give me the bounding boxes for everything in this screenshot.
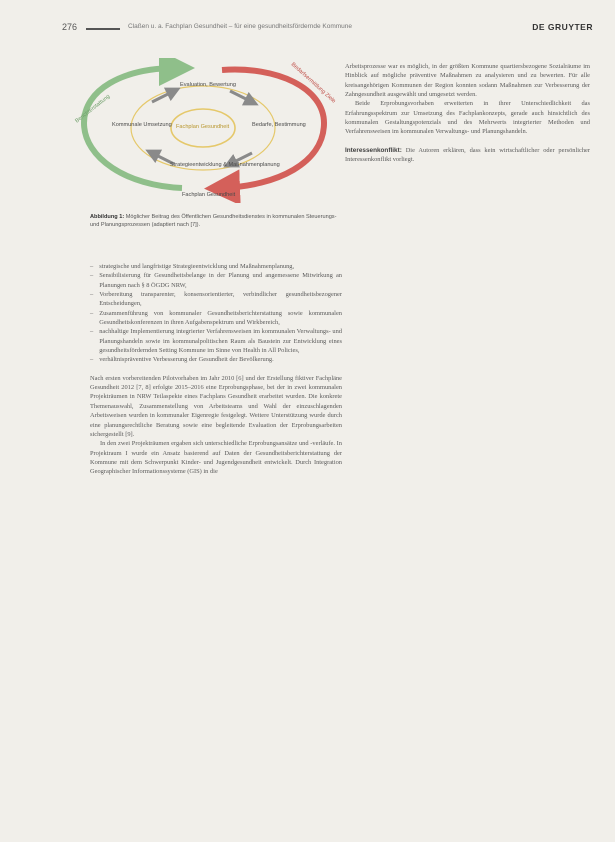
label-below: Fachplan Gesundheit (182, 192, 236, 198)
conflict-of-interest (345, 146, 590, 165)
label-arc-right: Bedarfsermittlung Ziele (289, 61, 337, 105)
caption-label: Abbildung 1: (90, 214, 125, 220)
bullet-item (90, 309, 342, 328)
bullet-dash: – (90, 291, 94, 299)
conflict-heading: Interessenkonflikt: (345, 146, 402, 154)
bullet-text: Sensibilisierung für Gesundheitsbelange in der Planung und angemessene Mitwirkung an Planungen nach § 8 ÖGDG NRW, (99, 272, 342, 289)
running-title: Claßen u. a. Fachplan Gesundheit – für eine gesundheitsfördernde Kommune (128, 23, 353, 30)
body-paragraph: In den zwei Projekträumen ergaben sich unterschiedliche Erprobungsansätze und -verläufe. In Projektraum I wurde ein Ansatz basierend auf Daten der Gesundheitsberichterstattung der Kommune mit dem Schwerpunkt Kinder- und Jugendgesundheit entwickelt. Durch Integration Geographischer Informationssysteme (GIS) in die (90, 440, 342, 476)
bullet-text: Zusammenführung von kommunaler Gesundheitsberichterstattung sowie kommunalen Gesundheitskonferenzen in ihren Aufgabenspektrum und Wirkbereich, (99, 309, 342, 327)
caption-text: Möglicher Beitrag des Öffentlichen Gesundheitsdienstes in kommunalen Steuerungs- und Planungsprozessen (adaptiert nach [7]). (90, 214, 337, 228)
label-bedarfe: Bedarfe, Bestimmung (252, 122, 306, 128)
bullet-item (90, 327, 342, 355)
bullet-text: verhältnispräventive Verbesserung der Gesundheit der Bevölkerung. (99, 356, 274, 364)
label-umsetzung: Kommunale Umsetzung (112, 122, 172, 128)
bullet-item (90, 355, 342, 364)
bullet-item (90, 262, 342, 271)
paragraph-gap (90, 365, 342, 374)
label-center: Fachplan Gesundheit (176, 124, 230, 130)
label-arc-left: Berichterstattung (74, 93, 112, 125)
label-evaluation: Evaluation, Bewertung (180, 82, 236, 88)
bullet-text: strategische und langfristige Strategieentwicklung und Maßnahmenplanung, (99, 263, 295, 270)
bullet-dash: – (90, 263, 94, 270)
publisher-name: DE GRUYTER (532, 22, 593, 32)
bullet-item (90, 271, 342, 290)
left-column (90, 262, 342, 477)
bullet-dash: – (90, 309, 94, 317)
bullet-item (90, 290, 342, 309)
body-paragraph: Nach ersten vorbereitenden Pilotvorhaben im Jahr 2010 [6] und der Erstellung fiktiver Fachpläne Gesundheit 2012 [7, 8] erfolgte 2015–2016 eine Erprobungsphase, bei der in zwei kommunalen Projekträumen in NRW Teilaspekte eines Fachplans Gesundheit erarbeitet wurden. Die konkrete Themenauswahl, Zusammenstellung von Arbeitsteams und Wahl der einzuschlagenden Arbeitsweisen wurden in kommunaler Eigenregie festgelegt. Weitere Unterstützung wurde durch eine planungsrechtliche Beratung sowie eine begleitende Evaluation der Erprobungsarbeiten sichergestellt [9]. (90, 374, 342, 438)
page-number: 276 (62, 22, 78, 32)
running-header (62, 22, 593, 38)
right-column (345, 62, 590, 164)
header-rule (86, 28, 120, 30)
bullet-dash: – (90, 272, 94, 280)
bullet-dash: – (90, 328, 94, 336)
paragraph-gap (345, 137, 590, 146)
conflict-text: Die Autoren erklären, dass kein wirtschaftlicher oder persönlicher Interessenkonflikt vorliegt. (345, 146, 591, 164)
figure-cycle-diagram (62, 58, 344, 203)
body-paragraph: Beide Erprobungsvorhaben erweiterten in ihrer Unterschiedlichkeit das Erfahrungsspektrum zur Umsetzung des Fachplankonzepts, gerade auch hinsichtlich des kommunalen Gestaltungspotenzials und des Mehrwerts integrierter Methoden und Verfahrensweisen im kommunalen Verwaltungs- und Planungshandeln. (345, 100, 590, 136)
bullet-dash: – (90, 356, 94, 364)
bullet-text: Vorbereitung transparenter, konsensorientierter, verbindlicher gesundheitsbezogener Entscheidungen, (99, 291, 342, 308)
body-paragraph: Arbeitsprozesse war es möglich, in der größten Kommune quartiersbezogene Sozialräume im Hinblick auf mögliche präventive Maßnahmen zu analysieren und zu bewerten. Für alle kreisangehörigen Kommunen der Region konnten sodann Maßnahmen zur Verbesserung der Zahngesundheit ausgewählt und umgesetzt werden. (345, 63, 590, 99)
figure-caption (90, 213, 345, 229)
bullet-text: nachhaltige Implementierung integrierter Verfahrensweisen im kommunalen Verwaltungs- und Planungshandeln sowie im kommunalpolitischen Raum als Baustein zur Entwicklung eines gesundheitsfördernden Setting Kommune im Sinne von Health in All Policies, (99, 328, 342, 355)
label-strategie: Strategieentwicklung & Maßnahmenplanung (170, 162, 280, 168)
